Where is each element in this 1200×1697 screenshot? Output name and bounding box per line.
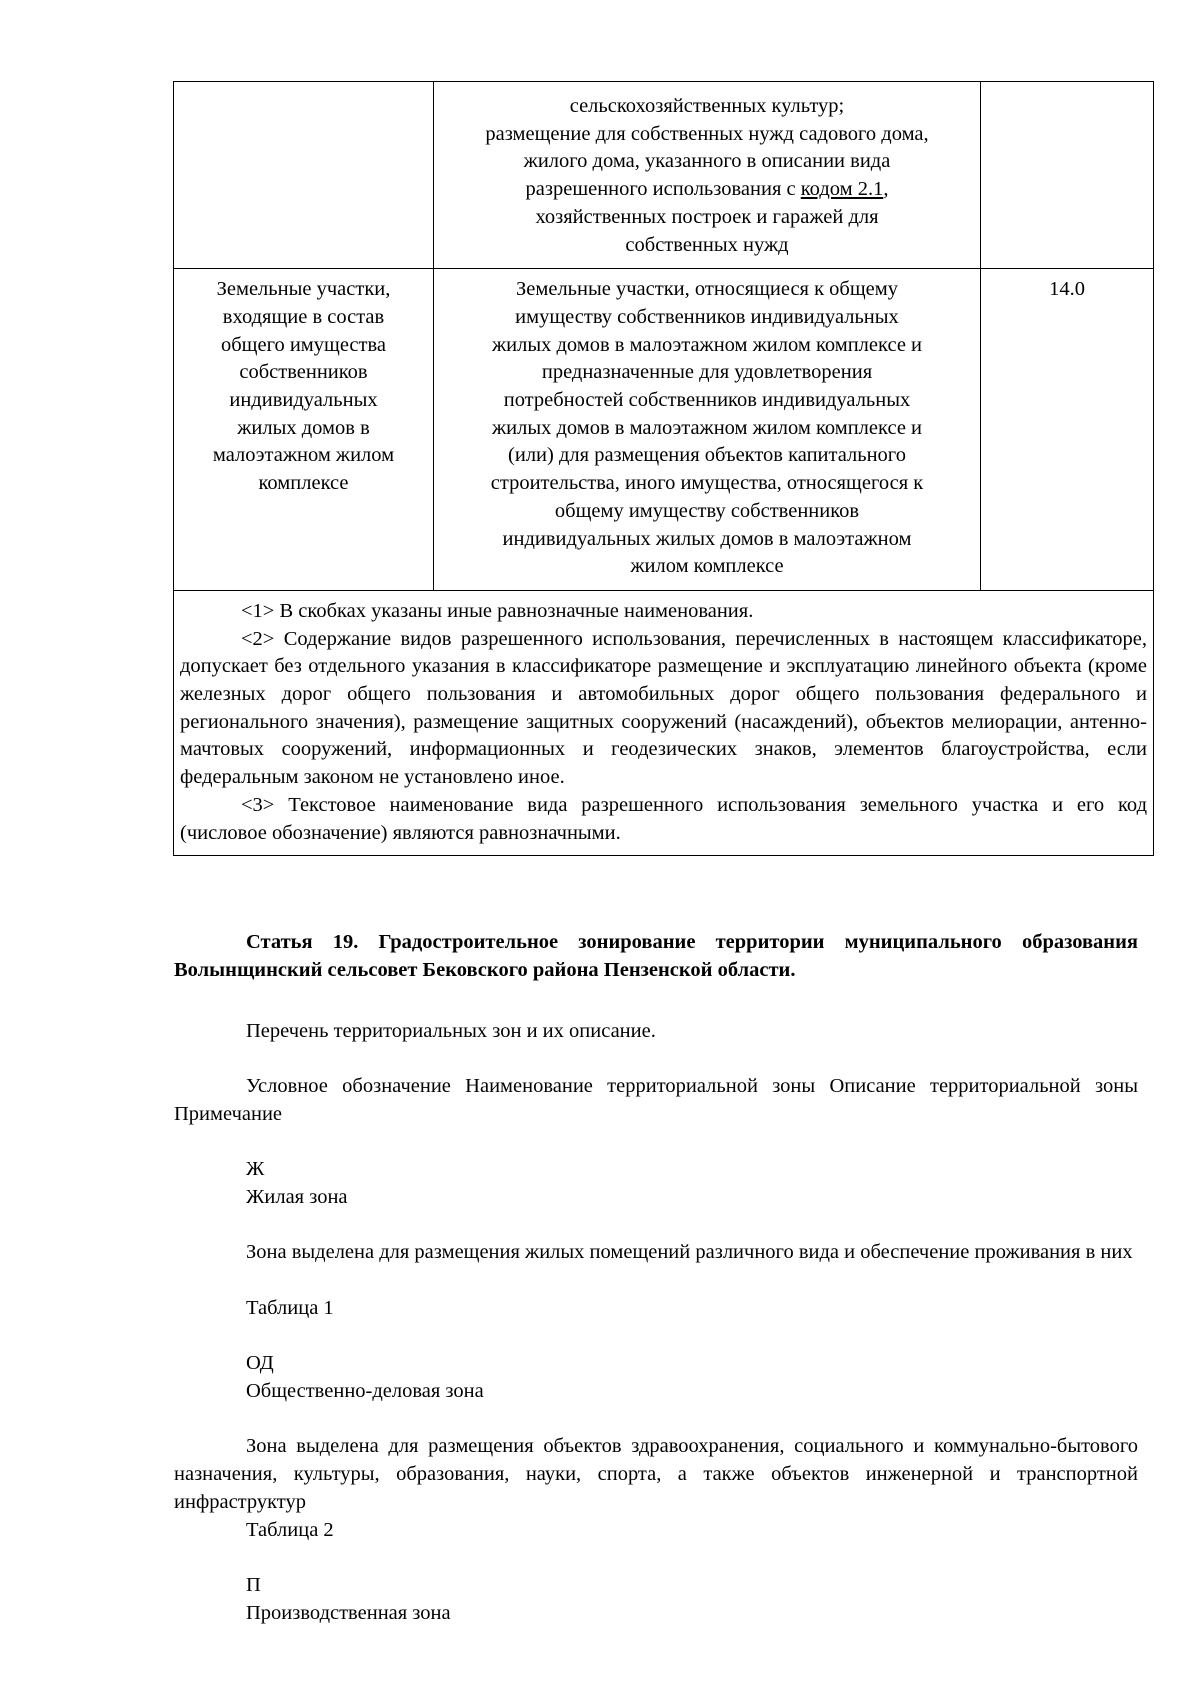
zone-code: П bbox=[246, 1574, 261, 1596]
cell-line: индивидуальных bbox=[229, 389, 378, 412]
zones-list-intro: Перечень территориальных зон и их описание. bbox=[246, 1020, 656, 1042]
cell-line: сельскохозяйственных культур; bbox=[569, 95, 845, 117]
cell-line-prefix: разрешенного использования с bbox=[525, 178, 801, 201]
cell-line: (или) для размещения объектов капитального bbox=[508, 444, 906, 467]
cell-line: комплексе bbox=[258, 472, 349, 495]
zone-note: Таблица 2 bbox=[246, 1519, 334, 1541]
table-row bbox=[174, 269, 1154, 591]
table-footnotes-row bbox=[174, 590, 1154, 855]
cell-line: жилых домов в bbox=[237, 416, 370, 439]
cell-line: жилом комплексе bbox=[630, 555, 784, 578]
cell-line: хозяйственных построек и гаражей для bbox=[535, 205, 879, 228]
cell-line: жилых домов в малоэтажном жилом комплексе и bbox=[491, 416, 923, 439]
code-2-1-link[interactable]: кодом 2.1 bbox=[800, 178, 884, 201]
zone-description: Зона выделена для размещения объектов здравоохранения, социального и коммунально-бытового назначения, культуры, образования, науки, спорта, а также объектов инженерной и транспортной инфраструктур bbox=[174, 1435, 1138, 1513]
zone-name: Жилая зона bbox=[246, 1186, 348, 1208]
zone-code: ОД bbox=[246, 1352, 274, 1374]
cell-line: собственных нужд bbox=[625, 233, 789, 256]
columns-header: Условное обозначение Наименование территориальной зоны Описание территориальной зоны Примечание bbox=[174, 1075, 1138, 1125]
cell-line: общему имуществу собственников bbox=[554, 499, 860, 522]
cell-line: потребностей собственников индивидуальных bbox=[503, 389, 911, 412]
table-cell-name bbox=[174, 269, 434, 591]
cell-line: входящие в состав bbox=[222, 305, 385, 328]
cell-line: предназначенные для удовлетворения bbox=[541, 361, 873, 384]
cell-line: общего имущества bbox=[221, 333, 386, 356]
zone-name: Общественно-деловая зона bbox=[246, 1380, 484, 1402]
footnote-3: <3> Текстовое наименование вида разрешенного использования земельного участка и его код (числовое обозначение) являются равнозначными. bbox=[180, 793, 1147, 844]
table-cell-code: 14.0 bbox=[981, 269, 1154, 591]
land-use-table bbox=[173, 81, 1154, 856]
cell-line-suffix: , bbox=[883, 178, 889, 201]
zone-name: Производственная зона bbox=[246, 1602, 451, 1624]
cell-line: собственников bbox=[239, 361, 368, 384]
cell-line: жилых домов в малоэтажном жилом комплексе и bbox=[491, 333, 923, 356]
cell-line: размещение для собственных нужд садового дома, bbox=[485, 122, 929, 145]
cell-line: индивидуальных жилых домов в малоэтажном bbox=[502, 527, 912, 550]
table-row bbox=[174, 82, 1154, 269]
cell-line: Земельные участки, относящиеся к общему bbox=[516, 278, 898, 301]
zone-note: Таблица 1 bbox=[246, 1297, 334, 1319]
cell-line: малоэтажном жилом bbox=[212, 444, 395, 467]
cell-line: имуществу собственников индивидуальных bbox=[515, 305, 899, 328]
zone-description: Зона выделена для размещения жилых помещений различного вида и обеспечение проживания в них bbox=[246, 1241, 1133, 1263]
cell-line bbox=[440, 176, 974, 204]
table-cell-description bbox=[434, 82, 981, 269]
table-cell-code bbox=[981, 82, 1154, 269]
article-title: Статья 19. Градостроительное зонирование территории муниципального образования Волынщинский сельсовет Бековского района Пензенской области. bbox=[174, 931, 1138, 981]
footnotes-cell bbox=[174, 590, 1154, 855]
cell-line: строительства, иного имущества, относящегося к bbox=[490, 472, 924, 495]
table-cell-description bbox=[434, 269, 981, 591]
cell-line: жилого дома, указанного в описании вида bbox=[523, 150, 891, 173]
footnote-2: <2> Содержание видов разрешенного использования, перечисленных в настоящем классификаторе, допускает без отдельного указания в классификаторе размещение и эксплуатацию линейного объекта (кроме железных дорог общего пользования и автомобильных дорог общего пользования федерального и регионального значения), размещение защитных сооружений (насаждений), объектов мелиорации, антенно-мачтовых сооружений, информационных и геодезических знаков, элементов благоустройства, если федеральным законом не установлено иное. bbox=[180, 627, 1147, 789]
footnote-1: <1> В скобках указаны иные равнозначные наименования. bbox=[241, 599, 754, 622]
zone-code: Ж bbox=[246, 1158, 265, 1180]
table-cell-name bbox=[174, 82, 434, 269]
cell-line: Земельные участки, bbox=[216, 278, 391, 301]
